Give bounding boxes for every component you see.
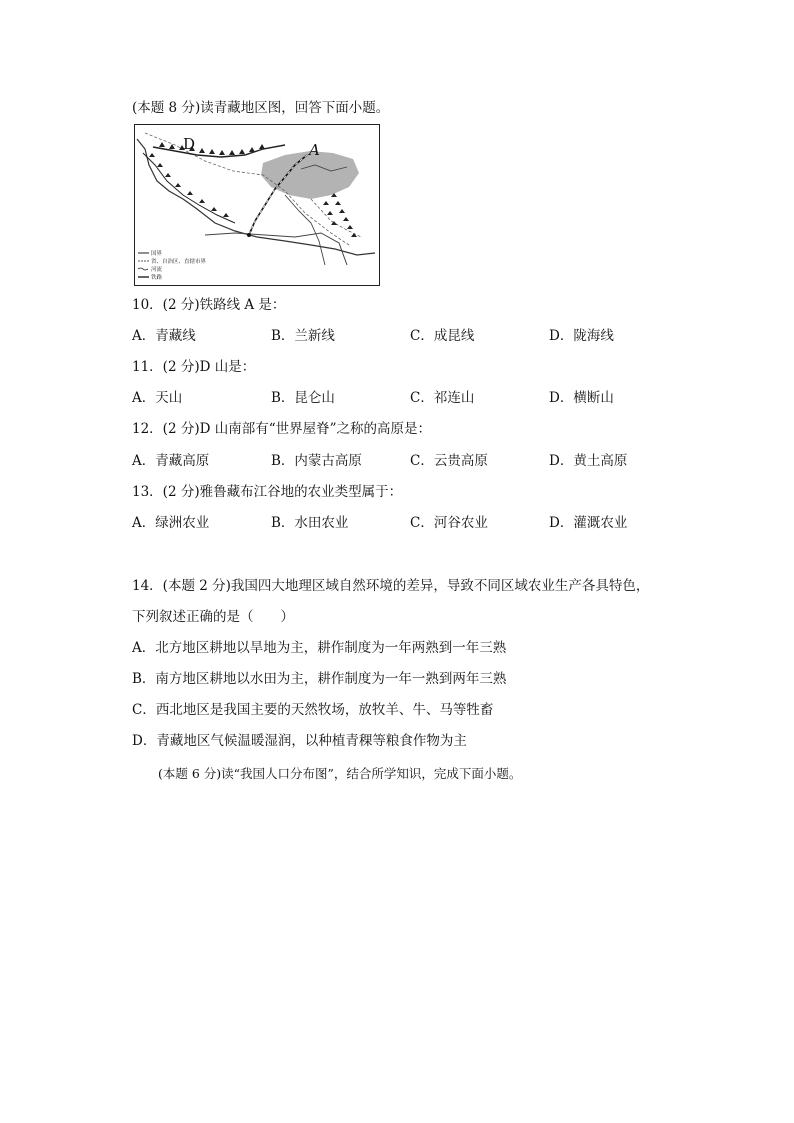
section2-intro: (本题 6 分)读“我国人口分布图”，结合所学知识，完成下面小题。 [158, 766, 522, 781]
question-12-stem: 12．(2 分)D 山南部有“世界屋脊”之称的高原是： [132, 421, 432, 437]
option-a[interactable]: A．青藏线 [132, 328, 196, 344]
option-d[interactable]: D．陇海线 [549, 328, 614, 344]
option-d[interactable]: D．横断山 [549, 390, 614, 406]
option-c[interactable]: C．祁连山 [410, 390, 475, 406]
legend-item-3: 河流 [151, 267, 163, 273]
question-11-stem: 11．(2 分)D 山是： [132, 359, 256, 375]
qinghai-tibet-map [134, 124, 380, 286]
legend-item-1: 国界 [151, 251, 163, 257]
section1-intro: (本题 8 分)读青藏地区图，回答下面小题。 [132, 100, 390, 116]
question-12-options [132, 452, 692, 470]
question-13-stem: 13．(2 分)雅鲁藏布江谷地的农业类型属于： [132, 484, 403, 500]
map-label-d: D [183, 135, 196, 153]
question-14-option-d[interactable]: D．青藏地区气候温暖湿润，以种植青稞等粮食作物为主 [132, 733, 467, 749]
option-a[interactable]: A．天山 [132, 390, 183, 406]
question-10-options [132, 327, 692, 345]
option-d[interactable]: D．黄土高原 [549, 453, 628, 469]
map-drawing [135, 125, 379, 285]
city-marker [247, 233, 251, 237]
option-c[interactable]: C．云贵高原 [410, 453, 488, 469]
option-b[interactable]: B．内蒙古高原 [271, 453, 362, 469]
question-14-stem-line1: 14．(本题 2 分)我国四大地理区域自然环境的差异，导致不同区域农业生产各具特色， [132, 578, 650, 594]
question-13-options [132, 514, 692, 532]
legend-item-4: 铁路 [151, 275, 163, 281]
option-d[interactable]: D．灌溉农业 [549, 515, 628, 531]
option-c[interactable]: C．河谷农业 [410, 515, 488, 531]
option-b[interactable]: B．水田农业 [271, 515, 349, 531]
river [205, 233, 347, 265]
question-14-option-b[interactable]: B．南方地区耕地以水田为主，耕作制度为一年一熟到两年三熟 [132, 671, 507, 687]
option-b[interactable]: B．兰新线 [271, 328, 335, 344]
river [285, 195, 325, 265]
option-a[interactable]: A．绿洲农业 [132, 515, 210, 531]
question-14-option-c[interactable]: C．西北地区是我国主要的天然牧场，放牧羊、牛、马等牲畜 [132, 702, 494, 718]
legend-item-2: 省、自治区、直辖市界 [151, 259, 207, 265]
question-14-stem-line2: 下列叙述正确的是（ ） [132, 609, 294, 625]
map-legend [138, 249, 207, 281]
map-label-a: A [309, 141, 320, 159]
option-c[interactable]: C．成昆线 [410, 328, 475, 344]
option-a[interactable]: A．青藏高原 [132, 453, 210, 469]
question-14-option-a[interactable]: A．北方地区耕地以旱地为主，耕作制度为一年两熟到一年三熟 [132, 640, 507, 656]
question-10-stem: 10．(2 分)铁路线 A 是： [132, 297, 286, 313]
question-11-options [132, 389, 692, 407]
mountain-range-south [143, 153, 235, 223]
option-b[interactable]: B．昆仑山 [271, 390, 335, 406]
